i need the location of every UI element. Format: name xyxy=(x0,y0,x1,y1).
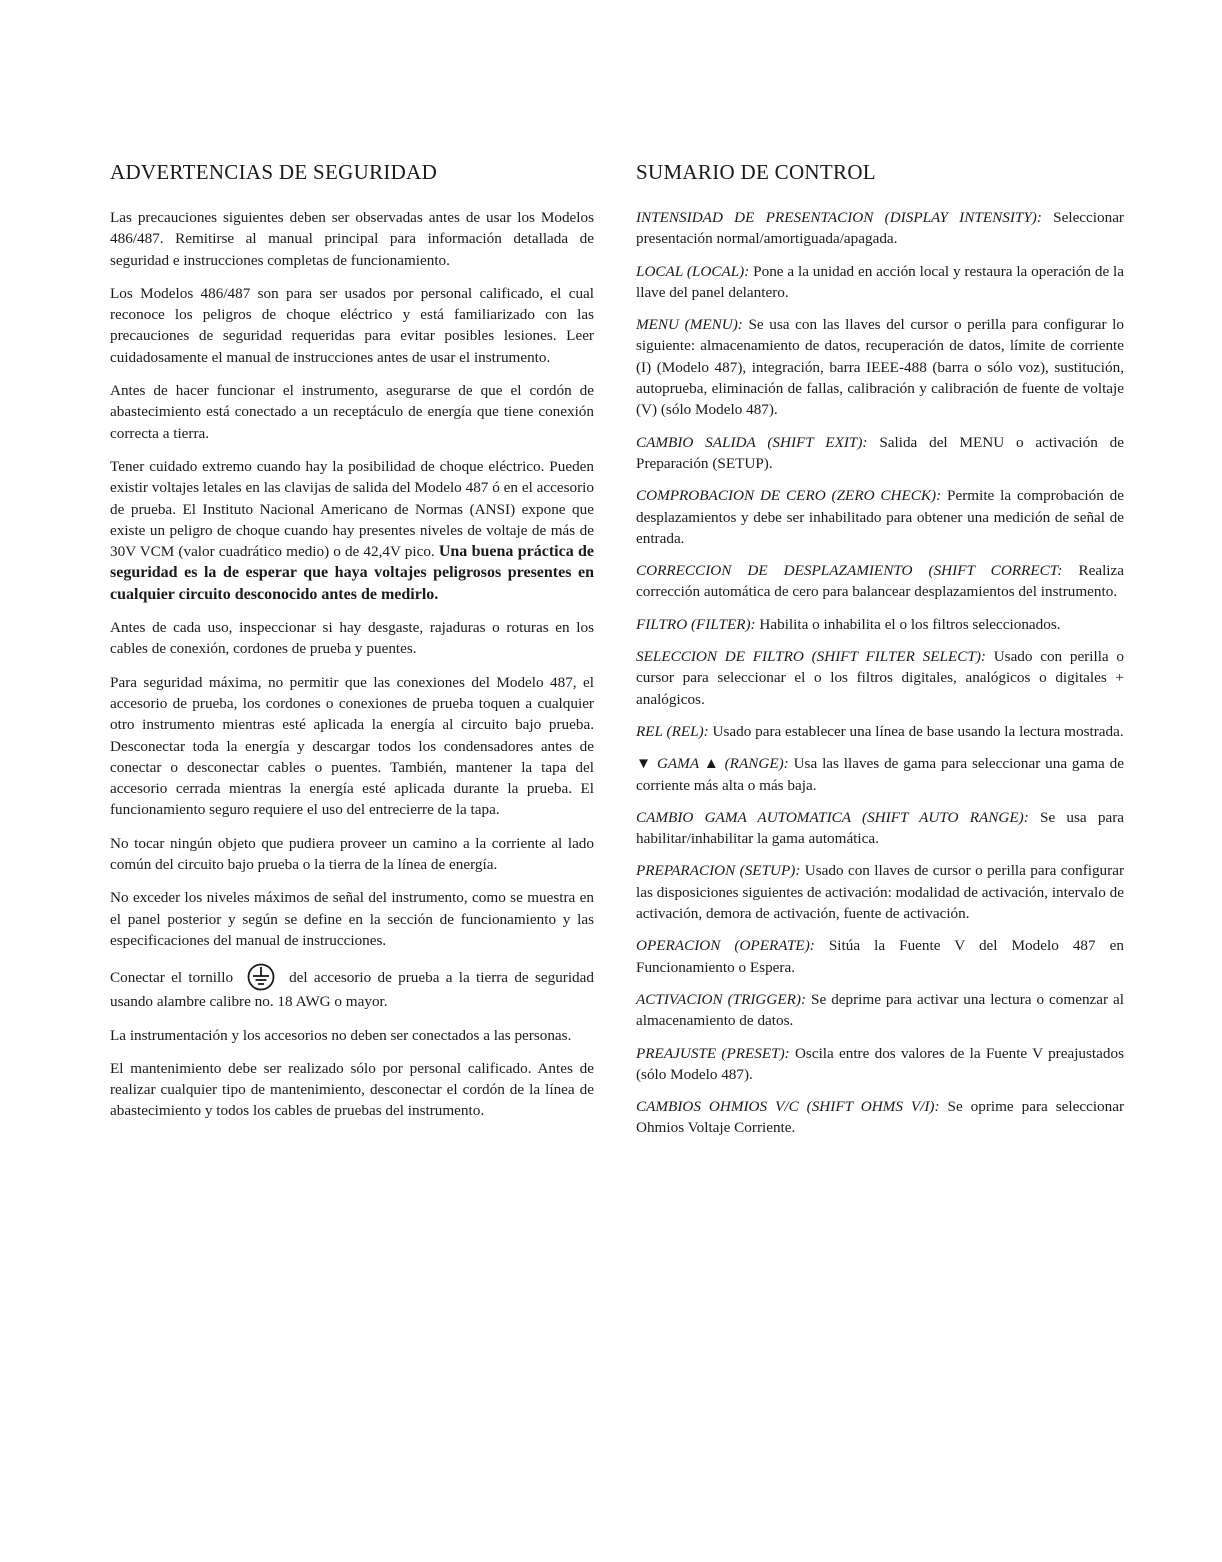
paragraph-max-safety: Para seguridad máxima, no permitir que las conexiones del Modelo 487, el accesorio de prueba, los cordones o conexiones de prueba toquen a cualquier otro instrumento mientras esté aplicada la energía al circuito bajo prueba. Desconectar toda la energía y descargar todos los condensadores antes de conectar o desconectar cables o puentes. También, mantener la tapa del accesorio cerrada mientras la energía esté aplicada durante la prueba. El funcionamiento seguro requiere el uso del entrecierre de la tapa. xyxy=(110,673,594,819)
control-item-term: CAMBIOS OHMIOS V/C (SHIFT OHMS V/I): xyxy=(636,1098,940,1116)
paragraph-maintenance: El mantenimiento debe ser realizado sólo por personal calificado. Antes de realizar cualquier tipo de mantenimiento, desconectar el cordón de la línea de abastecimiento y todos los cables de pruebas del instrumento. xyxy=(110,1059,594,1120)
ground-symbol-icon xyxy=(247,963,275,991)
control-item-description: Pone a la unidad en acción local y restaura la operación de la llave del panel delantero. xyxy=(636,262,1125,301)
control-item xyxy=(636,935,1124,978)
control-item-description: Salida del MENU o activación de Preparación (SETUP). xyxy=(636,433,1124,472)
control-items-list xyxy=(636,207,1124,1139)
paragraph-qualified-personnel: Los Modelos 486/487 son para ser usados por personal calificado, el cual reconoce los peligros de choque eléctrico y está familiarizado con las precauciones de seguridad requeridas para evitar posibles lesiones. Leer cuidadosamente el manual de instrucciones antes de usar el instrumento. xyxy=(110,284,594,366)
control-item xyxy=(636,207,1124,250)
control-item-description: Se usa con las llaves del cursor o perilla para configurar lo siguiente: almacenamiento de datos, recuperación de datos, límite de corriente (I) (Modelo 487), integración, barra IEEE-488 (barra o sólo voz), sustitución, autoprueba, eliminación de fallas, calibración y calibración de fuente de voltaje (V) (sólo Modelo 487). xyxy=(636,316,1124,419)
control-item-description: Usado con llaves de cursor o perilla para configurar las disposiciones siguientes de activación: modalidad de activación, intervalo de activación, demora de activación, fuente de activación. xyxy=(636,862,1125,923)
control-item-description: Se usa para habilitar/inhabilitar la gama automática. xyxy=(636,808,1125,848)
control-item-term: CORRECCION DE DESPLAZAMIENTO (SHIFT CORRECT: xyxy=(636,562,1063,580)
control-item-description: Usado con perilla o cursor para seleccionar el o los filtros digitales, analógicos o digitales + analógicos. xyxy=(636,648,1124,708)
control-item-description: Usado para establecer una línea de base usando la lectura mostrada. xyxy=(712,722,1124,740)
safety-warnings-column xyxy=(110,160,594,1134)
paragraph-no-touch: No tocar ningún objeto que pudiera proveer un camino a la corriente al lado común del circuito bajo prueba o la tierra de la línea de energía. xyxy=(110,834,594,874)
control-item xyxy=(636,560,1124,603)
paragraph-no-persons: La instrumentación y los accesorios no deben ser conectados a las personas. xyxy=(110,1026,572,1044)
paragraph-ground-screw xyxy=(110,963,594,1012)
control-item-description: Sitúa la Fuente V del Modelo 487 en Funcionamiento o Espera. xyxy=(636,937,1124,976)
ground-screw-text-b: del accesorio de prueba a la tierra de seguridad usando alambre calibre no. 18 AWG o mayor. xyxy=(110,969,594,1011)
control-item-term: INTENSIDAD DE PRESENTACION (DISPLAY INTENSITY): xyxy=(636,209,1042,226)
control-item xyxy=(636,989,1124,1032)
safety-heading: ADVERTENCIAS DE SEGURIDAD xyxy=(110,160,438,184)
control-item-term: REL (REL): xyxy=(636,722,709,740)
control-item-term: FILTRO (FILTER): xyxy=(636,615,756,633)
control-item-term: COMPROBACION DE CERO (ZERO CHECK): xyxy=(636,487,942,505)
paragraph-grounding: Antes de hacer funcionar el instrumento, asegurarse de que el cordón de abastecimiento está conectado a un receptáculo de energía que tiene conexión correcta a tierra. xyxy=(110,382,594,442)
control-summary-heading: SUMARIO DE CONTROL xyxy=(636,160,876,184)
control-item-description: Se deprime para activar una lectura o comenzar al almacenamiento de datos. xyxy=(636,990,1125,1030)
control-item-term: ACTIVACION (TRIGGER): xyxy=(636,990,807,1008)
control-item-term: MENU (MENU): xyxy=(636,316,743,334)
control-summary-column xyxy=(636,160,1124,1150)
control-item-term: CAMBIO SALIDA (SHIFT EXIT): xyxy=(636,433,868,451)
ground-screw-text-a: Conectar el tornillo xyxy=(110,969,234,987)
control-item-description: Habilita o inhabilita el o los filtros seleccionados. xyxy=(759,615,1061,633)
control-item-description: Usa las llaves de gama para seleccionar una gama de corriente más alta o más baja. xyxy=(636,755,1124,794)
control-item xyxy=(636,1043,1124,1086)
control-item-term: PREAJUSTE (PRESET): xyxy=(636,1044,790,1062)
control-item xyxy=(636,646,1124,710)
control-item-description: Seleccionar presentación normal/amortiguada/apagada. xyxy=(636,209,1124,248)
control-item xyxy=(636,860,1124,924)
control-item-term: SELECCION DE FILTRO (SHIFT FILTER SELECT): xyxy=(636,648,986,666)
control-item-description: Se oprime para seleccionar Ohmios Voltaje Corriente. xyxy=(636,1098,1125,1137)
control-item xyxy=(636,614,1124,635)
control-item xyxy=(636,721,1124,742)
shock-hazard-text: Tener cuidado extremo cuando hay la posibilidad de choque eléctrico. Pueden existir voltajes letales en las clavijas de salida del Modelo 487 ó en el accesorio de prueba. El Instituto Nacional Americano de Normas (ANSI) expone que existe un peligro de choque cuando hay presentes niveles de voltaje de más de 30V VCM (valor cuadrático medio) o de 42,4V pico. xyxy=(110,457,594,561)
control-item xyxy=(636,261,1124,304)
control-item xyxy=(636,1096,1124,1139)
control-item-term: PREPARACION (SETUP): xyxy=(636,862,801,880)
control-item xyxy=(636,753,1124,796)
control-item-description: Oscila entre dos valores de la Fuente V preajustados (sólo Modelo 487). xyxy=(636,1044,1124,1083)
paragraph-signal-levels: No exceder los niveles máximos de señal del instrumento, como se muestra en el panel posterior y según se define en la sección de funcionamiento y las especificaciones del manual de instrucciones. xyxy=(110,889,594,949)
paragraph-shock-hazard xyxy=(110,456,594,605)
paragraph-inspection: Antes de cada uso, inspeccionar si hay desgaste, rajaduras o roturas en los cables de conexión, cordones de prueba y puentes. xyxy=(110,619,594,658)
control-item-term: CAMBIO GAMA AUTOMATICA (SHIFT AUTO RANGE): xyxy=(636,808,1029,826)
control-item-description: Permite la comprobación de desplazamientos y debe ser inhabilitado para obtener una medición de señal de entrada. xyxy=(636,487,1124,547)
control-item-description: Realiza corrección automática de cero para balancear desplazamientos del instrumento. xyxy=(636,562,1125,601)
control-item xyxy=(636,485,1124,549)
paragraph-intro: Las precauciones siguientes deben ser observadas antes de usar los Modelos 486/487. Remitirse al manual principal para información detallada de seguridad e instrucciones completas de funcionamiento. xyxy=(110,209,594,269)
shock-hazard-bold-warning: Una buena práctica de seguridad es la de esperar que haya voltajes peligrosos presentes en cualquier circuito desconocido antes de medirlo. xyxy=(110,543,594,603)
control-item-term: LOCAL (LOCAL): xyxy=(636,262,750,280)
control-item-term: OPERACION (OPERATE): xyxy=(636,937,815,955)
control-item-term: ▼ GAMA ▲ (RANGE): xyxy=(636,755,789,773)
control-item xyxy=(636,807,1124,850)
control-item xyxy=(636,432,1124,475)
control-item xyxy=(636,314,1124,420)
